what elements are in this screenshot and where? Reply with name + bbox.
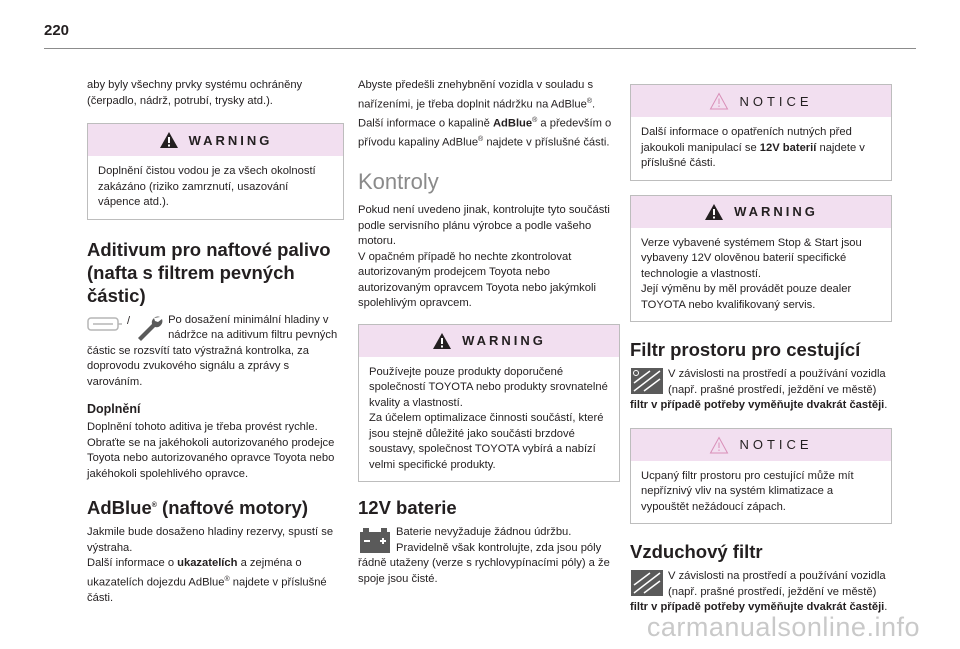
heading-air-filter: Vzduchový filtr bbox=[630, 541, 763, 562]
notice-triangle-icon bbox=[709, 436, 729, 454]
additive-warning-light-icon bbox=[87, 313, 123, 335]
adblue-text-2: Další informace o ukazatelích a zejména o ukazatelích dojezdu AdBlue® najdete v příslušné části. bbox=[87, 557, 327, 604]
additive-text: Po dosažení minimální hladiny v nádržce na aditivum filtru pevných částic se rozsvítí tato výstražná kontrolka, za doprovodu zvukového signálu a zprávy s varováním. bbox=[87, 313, 338, 388]
filter-icon bbox=[630, 569, 664, 597]
warning-triangle-icon bbox=[704, 203, 724, 221]
cabin-filter-text: V závislosti na prostředí a používání vozidla (např. prašné prostředí, ježdění ve městě) filtr v případě potřeby vyměňujte dvakrát častěji. bbox=[630, 368, 888, 411]
warning-box-1 bbox=[87, 123, 344, 220]
notice-text: Další informace o opatřeních nutných před jakoukoli manipulací se 12V baterií najdete v příslušné části. bbox=[641, 126, 865, 169]
warning-box-2 bbox=[358, 324, 620, 483]
adblue-requirement-text: Abyste předešli znehybnění vozidla v souladu s nařízeními, je třeba doplnit nádržku na AdBlue®. bbox=[358, 79, 596, 111]
warning-header bbox=[359, 325, 619, 357]
header-rule bbox=[44, 48, 916, 49]
warning-text: Doplnění čistou vodou je za všech okolností zakázáno (riziko zamrznutí, usazování vápence atd.). bbox=[98, 165, 316, 208]
watermark: carmanualsonline.info bbox=[646, 612, 920, 642]
cabin-filter-row bbox=[630, 367, 892, 414]
notice-header bbox=[631, 429, 891, 461]
page-number: 220 bbox=[44, 22, 70, 39]
notice-box-1 bbox=[630, 84, 892, 181]
adblue-text-1: Jakmile bude dosaženo hladiny rezervy, spustí se výstraha. bbox=[87, 526, 334, 554]
warning-text-1: Verze vybavené systémem Stop & Start jsou vybaveny 12V olověnou baterií specifické technologie a vlastností. bbox=[641, 236, 862, 280]
air-filter-row bbox=[630, 569, 892, 616]
warning-box-3 bbox=[630, 195, 892, 323]
warning-text-1: Používejte pouze produkty doporučené společností TOYOTA nebo produkty srovnatelné kvality a vlastností. bbox=[369, 365, 608, 409]
column-1 bbox=[87, 78, 344, 606]
warning-title: WARNING bbox=[734, 204, 818, 219]
subheading-refill: Doplnění bbox=[87, 402, 141, 416]
notice-box-2 bbox=[630, 428, 892, 525]
controls-text-1: Pokud není uvedeno jinak, kontrolujte tyto součásti podle servisního plánu výrobce a podle vašeho motoru. bbox=[358, 204, 610, 248]
controls-text-2: V opačném případě ho nechte zkontrolovat autorizovaným prodejcem Toyota nebo autorizovaným opravcem Toyota nebo jakýmkoli spolehlivým opravcem. bbox=[358, 250, 596, 310]
refill-text: Doplnění tohoto aditiva je třeba provést rychle. Obraťte se na jakéhokoli autorizovaného prodejce Toyota nebo autorizovaného opravce Toyota nebo jakéhokoli spolehlivého opravce. bbox=[87, 421, 335, 480]
notice-triangle-icon bbox=[709, 92, 729, 110]
notice-title: NOTICE bbox=[739, 93, 813, 109]
filter-icon bbox=[630, 367, 664, 395]
heading-additive: Aditivum pro naftové palivo (nafta s filtrem pevných částic) bbox=[87, 238, 331, 306]
additive-icon-row bbox=[87, 313, 344, 391]
heading-cabin-filter: Filtr prostoru pro cestující bbox=[630, 339, 861, 360]
battery-icon-row bbox=[358, 525, 620, 587]
notice-text: Ucpaný filtr prostoru pro cestující může mít nepříznivý vliv na systém klimatizace a vypouštět nežádoucí zápach. bbox=[641, 469, 854, 513]
notice-title: NOTICE bbox=[739, 437, 813, 452]
column-2 bbox=[358, 78, 620, 587]
heading-adblue: AdBlue® (naftové motory) bbox=[87, 497, 309, 519]
notice-header bbox=[631, 85, 891, 117]
icon-separator: / bbox=[127, 314, 131, 327]
warning-text-2: Za účelem optimalizace činnosti součástí, které jsou stejně důležité jako součásti brzdové soustavy, společnost TOYOTA vybírá a nabízí velmi specifické produkty. bbox=[369, 412, 604, 471]
air-filter-text: V závislosti na prostředí a používání vozidla (např. prašné prostředí, ježdění ve městě) filtr v případě potřeby vyměňujte dvakrát častěji. bbox=[630, 570, 888, 613]
warning-text-2: Její výměnu by měl provádět pouze dealer TOYOTA nebo kvalifikovaný servis. bbox=[641, 283, 852, 311]
warning-title: WARNING bbox=[462, 333, 546, 349]
warning-title: WARNING bbox=[188, 132, 273, 148]
warning-triangle-icon bbox=[159, 131, 179, 149]
warning-triangle-icon bbox=[432, 332, 452, 350]
battery-text: Baterie nevyžaduje žádnou údržbu. Pravidelně však kontrolujte, zda jsou póly řádně utaženy (verze s rychlovypínacími póly) a že spoje jsou čisté. bbox=[358, 526, 610, 585]
wrench-icon bbox=[134, 313, 164, 343]
heading-controls: Kontroly bbox=[358, 169, 439, 195]
warning-header bbox=[88, 124, 343, 156]
warning-header bbox=[631, 196, 891, 228]
battery-icon bbox=[358, 525, 392, 555]
column-3 bbox=[630, 84, 892, 616]
adblue-info-text: Další informace o kapalině AdBlue® a především o přívodu kapaliny AdBlue® najdete v příslušné části. bbox=[358, 116, 612, 149]
heading-battery: 12V baterie bbox=[358, 497, 457, 519]
intro-text: aby byly všechny prvky systému ochráněny (čerpadlo, nádrž, potrubí, trysky atd.). bbox=[87, 79, 303, 107]
